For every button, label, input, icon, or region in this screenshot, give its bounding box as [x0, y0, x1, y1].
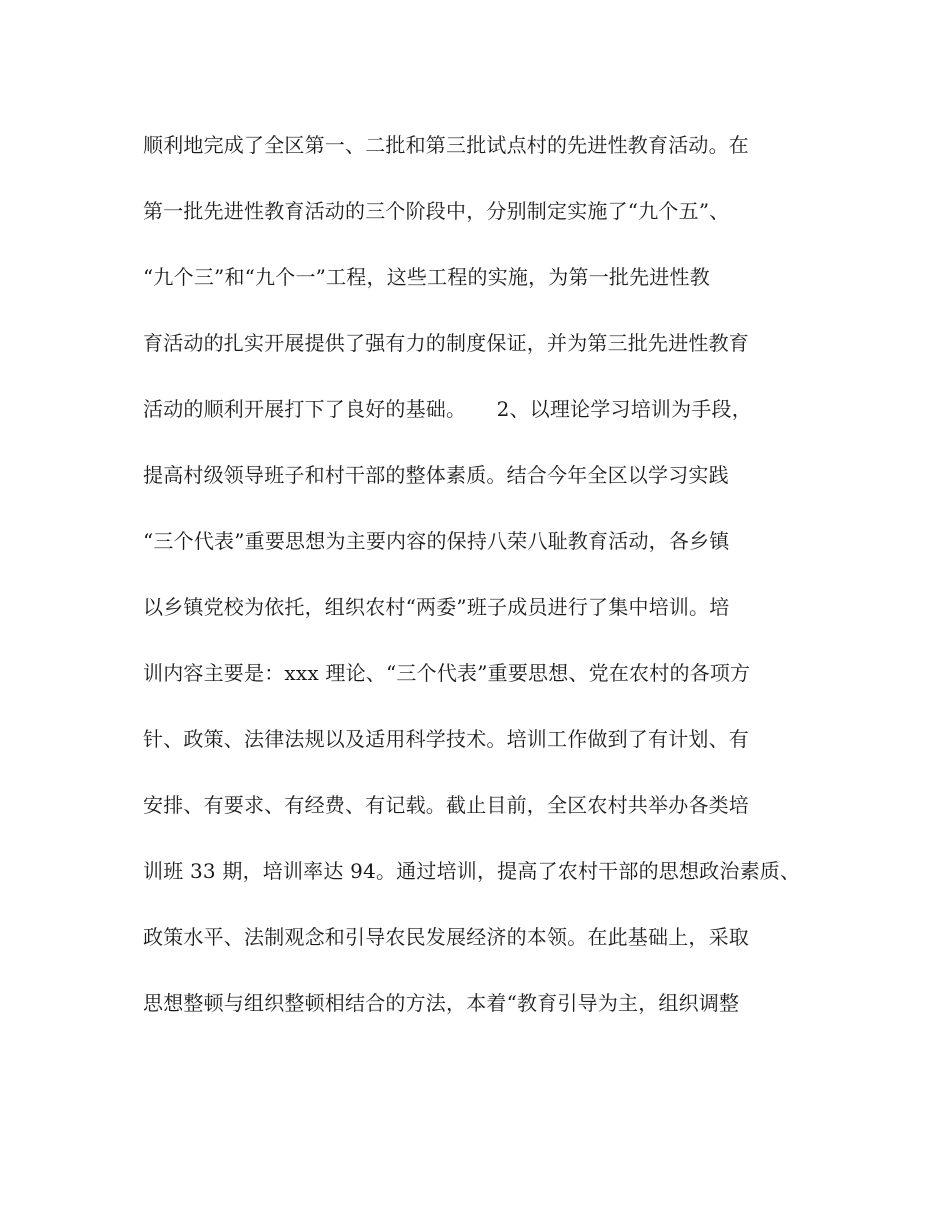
- text-line: 思想整顿与组织整顿相结合的方法，本着“教育引导为主，组织调整: [143, 991, 740, 1015]
- text-line: 第一批先进性教育活动的三个阶段中，分别制定实施了“九个五”、: [143, 199, 730, 223]
- text-line: 提高村级领导班子和村干部的整体素质。结合今年全区以学习实践: [143, 463, 729, 487]
- text-line: 育活动的扎实开展提供了强有力的制度保证，并为第三批先进性教育: [143, 331, 749, 355]
- text-line: 针、政策、法律法规以及适用科学技术。培训工作做到了有计划、有: [143, 727, 749, 751]
- text-line: 顺利地完成了全区第一、二批和第三批试点村的先进性教育活动。在: [143, 133, 749, 157]
- text-line: 安排、有要求、有经费、有记载。截止目前，全区农村共举办各类培: [143, 793, 749, 817]
- text-line: 政策水平、法制观念和引导农民发展经济的本领。在此基础上，采取: [143, 925, 749, 949]
- text-line: 训内容主要是：xxx 理论、“三个代表”重要思想、党在农村的各项方: [143, 661, 751, 685]
- text-line: 活动的顺利开展打下了良好的基础。 2、以理论学习培训为手段，: [143, 397, 752, 421]
- text-line: “九个三”和“九个一”工程，这些工程的实施，为第一批先进性教: [143, 265, 710, 289]
- text-line: “三个代表”重要思想为主要内容的保持八荣八耻教育活动，各乡镇: [143, 529, 730, 553]
- text-line: 以乡镇党校为依托，组织农村“两委”班子成员进行了集中培训。培: [143, 595, 730, 619]
- body-text: [143, 124, 843, 1048]
- text-line: 训班 33 期，培训率达 94。通过培训，提高了农村干部的思想政治素质、: [143, 859, 801, 883]
